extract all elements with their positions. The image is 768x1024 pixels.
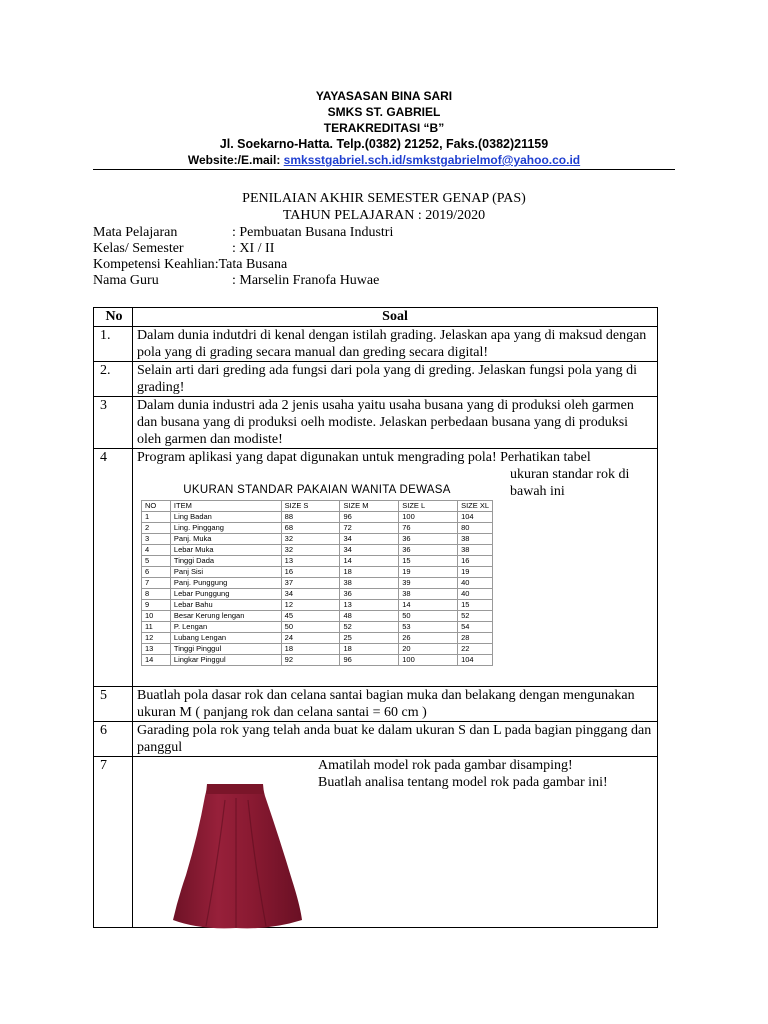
size-cell: 14: [399, 600, 458, 611]
size-table-row: [142, 633, 493, 644]
size-table-row: [142, 556, 493, 567]
size-header-cell: NO: [142, 501, 171, 512]
size-cell: 92: [281, 655, 340, 666]
size-cell: 76: [399, 523, 458, 534]
question-text: Dalam dunia indutdri di kenal dengan istilah grading. Jelaskan apa yang di maksud dengan pola yang di grading secara manual dan greding secara digital!: [133, 327, 658, 362]
size-cell: Tinggi Pinggul: [170, 644, 281, 655]
size-table-row: [142, 567, 493, 578]
size-cell: 15: [458, 600, 493, 611]
size-table-header: [142, 501, 493, 512]
size-header-cell: SIZE L: [399, 501, 458, 512]
size-cell: 52: [458, 611, 493, 622]
size-cell: 26: [399, 633, 458, 644]
size-cell: 5: [142, 556, 171, 567]
question-text: Buatlah analisa tentang model rok pada gambar ini!: [318, 775, 608, 790]
size-cell: 54: [458, 622, 493, 633]
meta-key: Kompetensi Keahlian: [93, 257, 215, 272]
size-cell: 13: [142, 644, 171, 655]
size-cell: 2: [142, 523, 171, 534]
size-cell: 52: [340, 622, 399, 633]
size-cell: 18: [340, 567, 399, 578]
meta-key: Mata Pelajaran: [93, 225, 178, 240]
size-cell: 8: [142, 589, 171, 600]
size-cell: Lebar Muka: [170, 545, 281, 556]
size-cell: Tinggi Dada: [170, 556, 281, 567]
size-cell: Lebar Punggung: [170, 589, 281, 600]
size-table-row: [142, 523, 493, 534]
size-cell: 32: [281, 534, 340, 545]
size-cell: 38: [399, 589, 458, 600]
size-cell: 28: [458, 633, 493, 644]
contact-label: Website:/E.mail:: [187, 153, 284, 167]
size-header-cell: ITEM: [170, 501, 281, 512]
size-cell: 14: [340, 556, 399, 567]
size-cell: 72: [340, 523, 399, 534]
size-table-row: [142, 512, 493, 523]
size-table-row: [142, 600, 493, 611]
size-cell: 104: [458, 512, 493, 523]
size-cell: Panj Sisi: [170, 567, 281, 578]
size-cell: 11: [142, 622, 171, 633]
school-name: SMKS ST. GABRIEL: [327, 105, 441, 119]
size-header-cell: SIZE S: [281, 501, 340, 512]
size-table-row: [142, 622, 493, 633]
question-text: Buatlah pola dasar rok dan celana santai bagian muka dan belakang dengan mengunakan ukuran M ( panjang rok dan celana santai = 60 cm ): [133, 687, 658, 722]
size-cell: Panj. Muka: [170, 534, 281, 545]
size-cell: 15: [399, 556, 458, 567]
size-cell: 1: [142, 512, 171, 523]
row-number: 3: [94, 397, 133, 449]
size-cell: Ling. Pinggang: [170, 523, 281, 534]
question-text: Amatilah model rok pada gambar disamping!: [318, 758, 573, 773]
contact-line: [0, 152, 768, 168]
size-table-row: [142, 655, 493, 666]
size-cell: 80: [458, 523, 493, 534]
size-cell: 34: [340, 545, 399, 556]
size-cell: 53: [399, 622, 458, 633]
size-standard-image: [141, 483, 493, 678]
size-cell: 14: [142, 655, 171, 666]
accreditation: TERAKREDITASI “B”: [323, 121, 445, 135]
size-cell: 10: [142, 611, 171, 622]
meta-teacher: [93, 273, 379, 289]
question-text: Garading pola rok yang telah anda buat ke dalam ukuran S dan L pada bagian pinggang dan panggul: [133, 722, 658, 757]
size-cell: 45: [281, 611, 340, 622]
size-cell: Panj. Punggung: [170, 578, 281, 589]
table-row: [94, 362, 658, 397]
question-side-text: ukuran standar rok di: [510, 467, 630, 482]
col-no-header: No: [94, 308, 133, 327]
size-cell: 36: [399, 545, 458, 556]
size-cell: P. Lengan: [170, 622, 281, 633]
size-header-cell: SIZE XL: [458, 501, 493, 512]
meta-value: : XI / II: [232, 241, 275, 256]
size-cell: 34: [340, 534, 399, 545]
size-table-row: [142, 589, 493, 600]
size-cell: 34: [281, 589, 340, 600]
size-cell: 6: [142, 567, 171, 578]
row-number: 4: [94, 449, 133, 687]
size-cell: 40: [458, 578, 493, 589]
size-cell: 39: [399, 578, 458, 589]
size-cell: 25: [340, 633, 399, 644]
size-cell: 4: [142, 545, 171, 556]
size-cell: 38: [340, 578, 399, 589]
question-text: Program aplikasi yang dapat digunakan untuk mengrading pola! Perhatikan tabel: [137, 450, 591, 465]
size-cell: 38: [458, 545, 493, 556]
size-cell: 12: [281, 600, 340, 611]
size-cell: 18: [340, 644, 399, 655]
size-cell: 9: [142, 600, 171, 611]
size-table-caption: UKURAN STANDAR PAKAIAN WANITA DEWASA: [183, 484, 451, 496]
row-number: 2.: [94, 362, 133, 397]
meta-subject: [93, 225, 393, 241]
size-cell: 18: [281, 644, 340, 655]
question-text: Selain arti dari greding ada fungsi dari pola yang di greding. Jelaskan fungsi pola yang di grading!: [133, 362, 658, 397]
question-text: Dalam dunia industri ada 2 jenis usaha yaitu usaha busana yang di produksi oleh garmen dan busana yang di produksi oelh modiste. Jelaskan perbedaan busana yang di produksi oleh garmen dan modiste!: [133, 397, 658, 449]
size-cell: 88: [281, 512, 340, 523]
size-cell: 16: [458, 556, 493, 567]
size-cell: 13: [340, 600, 399, 611]
size-cell: 22: [458, 644, 493, 655]
size-cell: 36: [399, 534, 458, 545]
size-cell: 16: [281, 567, 340, 578]
question-side-text: bawah ini: [510, 484, 565, 499]
address: Jl. Soekarno-Hatta. Telp.(0382) 21252, Faks.(0382)21159: [219, 137, 549, 151]
meta-value: :Tata Busana: [214, 257, 288, 272]
size-cell: 13: [281, 556, 340, 567]
row-number: 1.: [94, 327, 133, 362]
size-cell: 3: [142, 534, 171, 545]
size-table-row: [142, 644, 493, 655]
row-number: 6: [94, 722, 133, 757]
size-cell: 37: [281, 578, 340, 589]
size-cell: 100: [399, 655, 458, 666]
foundation-name: YAYASASAN BINA SARI: [315, 89, 453, 103]
size-cell: 50: [281, 622, 340, 633]
row-number: 7: [94, 757, 133, 928]
meta-class: [93, 241, 274, 257]
size-cell: 48: [340, 611, 399, 622]
skirt-photo: [170, 780, 305, 930]
header-rule: [93, 169, 675, 170]
exam-title: PENILAIAN AKHIR SEMESTER GENAP (PAS): [242, 191, 526, 206]
size-table-row: [142, 578, 493, 589]
meta-value: : Pembuatan Busana Industri: [232, 225, 394, 240]
size-cell: 38: [458, 534, 493, 545]
size-cell: 32: [281, 545, 340, 556]
size-cell: 68: [281, 523, 340, 534]
size-cell: 7: [142, 578, 171, 589]
size-cell: 19: [399, 567, 458, 578]
size-table: [141, 500, 493, 666]
size-table-row: [142, 545, 493, 556]
size-cell: Lebar Bahu: [170, 600, 281, 611]
size-cell: 40: [458, 589, 493, 600]
size-cell: 50: [399, 611, 458, 622]
size-cell: 96: [340, 512, 399, 523]
table-row: [94, 687, 658, 722]
table-row: [94, 397, 658, 449]
row-number: 5: [94, 687, 133, 722]
size-cell: 96: [340, 655, 399, 666]
contact-link[interactable]: smksstgabriel.sch.id/smkstgabrielmof@yahoo.co.id: [283, 153, 581, 167]
size-cell: 36: [340, 589, 399, 600]
size-cell: Lubang Lengan: [170, 633, 281, 644]
size-cell: Ling Badan: [170, 512, 281, 523]
school-year: TAHUN PELAJARAN : 2019/2020: [282, 208, 486, 223]
meta-key: Kelas/ Semester: [93, 241, 184, 256]
size-table-row: [142, 611, 493, 622]
meta-competency: [93, 257, 287, 273]
size-table-row: [142, 534, 493, 545]
size-cell: 104: [458, 655, 493, 666]
size-cell: 100: [399, 512, 458, 523]
col-soal-header: Soal: [133, 308, 658, 327]
size-cell: 12: [142, 633, 171, 644]
size-cell: 19: [458, 567, 493, 578]
size-cell: 24: [281, 633, 340, 644]
size-header-cell: SIZE M: [340, 501, 399, 512]
table-header-row: [94, 308, 658, 327]
size-cell: Lingkar Pinggul: [170, 655, 281, 666]
meta-value: : Marselin Franofa Huwae: [232, 273, 380, 288]
size-cell: 20: [399, 644, 458, 655]
meta-key: Nama Guru: [93, 273, 159, 288]
table-row: [94, 722, 658, 757]
size-cell: Besar Kerung lengan: [170, 611, 281, 622]
table-row: [94, 327, 658, 362]
